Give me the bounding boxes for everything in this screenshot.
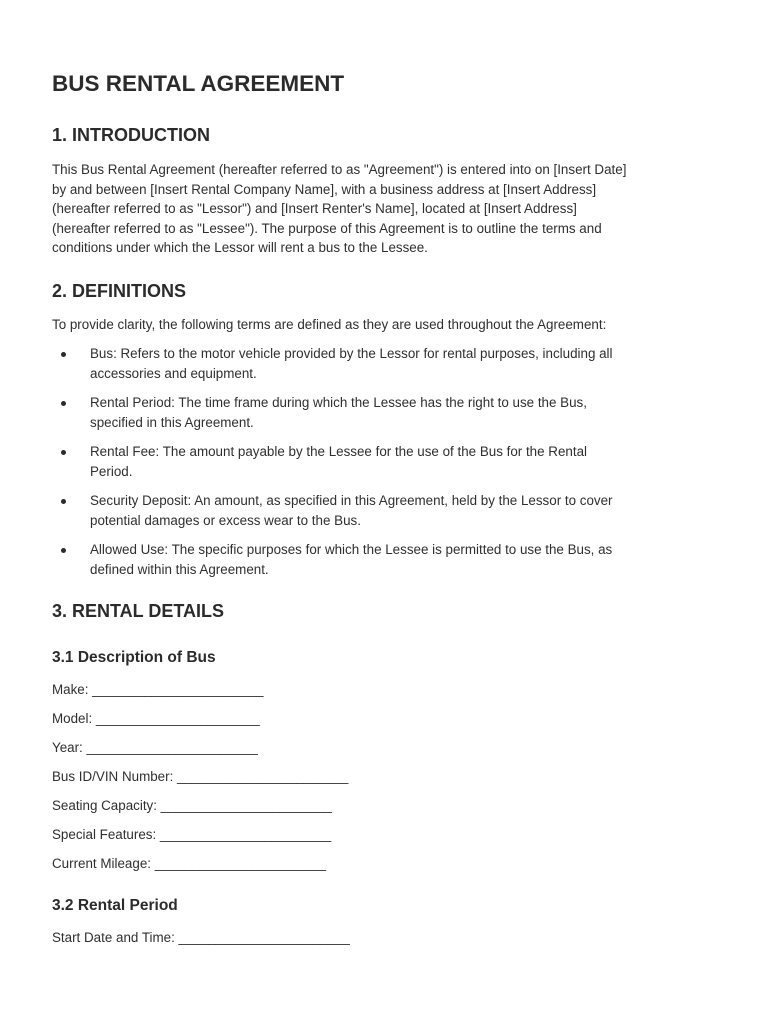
section-heading-definitions: 2. DEFINITIONS	[52, 281, 187, 301]
list-item-text	[90, 491, 730, 530]
list-item-line: accessories and equipment.	[90, 365, 257, 381]
subsection-heading-rental-period: 3.2 Rental Period	[52, 897, 178, 914]
introduction-paragraph	[52, 160, 626, 258]
list-item-line: defined within this Agreement.	[90, 561, 269, 577]
special-features-field[interactable]: Special Features: _______________________	[52, 827, 332, 842]
list-item-line: specified in this Agreement.	[90, 414, 254, 430]
paragraph-line: To provide clarity, the following terms are defined as they are used throughout the Agreement:	[52, 317, 607, 332]
paragraph-line: (hereafter referred to as "Lessee"). The purpose of this Agreement is to outline the terms and	[52, 220, 602, 236]
list-item-text	[90, 442, 730, 481]
bullet-icon	[61, 450, 66, 455]
subsection-heading-description-of-bus: 3.1 Description of Bus	[52, 649, 216, 666]
bullet-icon	[61, 401, 66, 406]
seating-capacity-field[interactable]: Seating Capacity: _______________________	[52, 798, 332, 813]
list-item-line: Rental Fee: The amount payable by the Lessee for the use of the Bus for the Rental	[90, 444, 588, 459]
paragraph-line: This Bus Rental Agreement (hereafter referred to as "Agreement") is entered into on [Insert Date]	[52, 162, 627, 177]
bus-id-vin-field[interactable]: Bus ID/VIN Number: _______________________	[52, 769, 349, 784]
bullet-icon	[61, 499, 66, 504]
list-item-line: Rental Period: The time frame during which the Lessee has the right to use the Bus,	[90, 395, 587, 410]
definitions-intro	[52, 315, 606, 335]
make-field[interactable]: Make: _______________________	[52, 682, 264, 697]
list-item-text	[90, 540, 730, 579]
paragraph-line: conditions under which the Lessor will rent a bus to the Lessee.	[52, 240, 428, 256]
start-date-time-field[interactable]: Start Date and Time: _______________________	[52, 930, 350, 945]
list-item-text	[90, 344, 730, 383]
section-heading-rental-details: 3. RENTAL DETAILS	[52, 601, 225, 621]
current-mileage-field[interactable]: Current Mileage: _______________________	[52, 856, 326, 871]
model-field[interactable]: Model: ______________________	[52, 711, 260, 726]
bullet-icon	[61, 352, 66, 357]
paragraph-line: by and between [Insert Rental Company Name], with a business address at [Insert Address]	[52, 181, 597, 197]
section-heading-introduction: 1. INTRODUCTION	[52, 125, 211, 145]
list-item-line: Security Deposit: An amount, as specified in this Agreement, held by the Lessor to cover	[90, 493, 613, 508]
list-item-line: Allowed Use: The specific purposes for which the Lessee is permitted to use the Bus, as	[90, 542, 613, 557]
document-title: BUS RENTAL AGREEMENT	[52, 71, 345, 96]
year-field[interactable]: Year: _______________________	[52, 740, 258, 755]
list-item-line: Bus: Refers to the motor vehicle provided by the Lessor for rental purposes, including all	[90, 346, 613, 361]
list-item-line: potential damages or excess wear to the Bus.	[90, 512, 361, 528]
list-item-line: Period.	[90, 463, 133, 479]
bullet-icon	[61, 548, 66, 553]
list-item-text	[90, 393, 730, 432]
paragraph-line: (hereafter referred to as "Lessor") and [Insert Renter's Name], located at [Insert Address]	[52, 201, 577, 217]
